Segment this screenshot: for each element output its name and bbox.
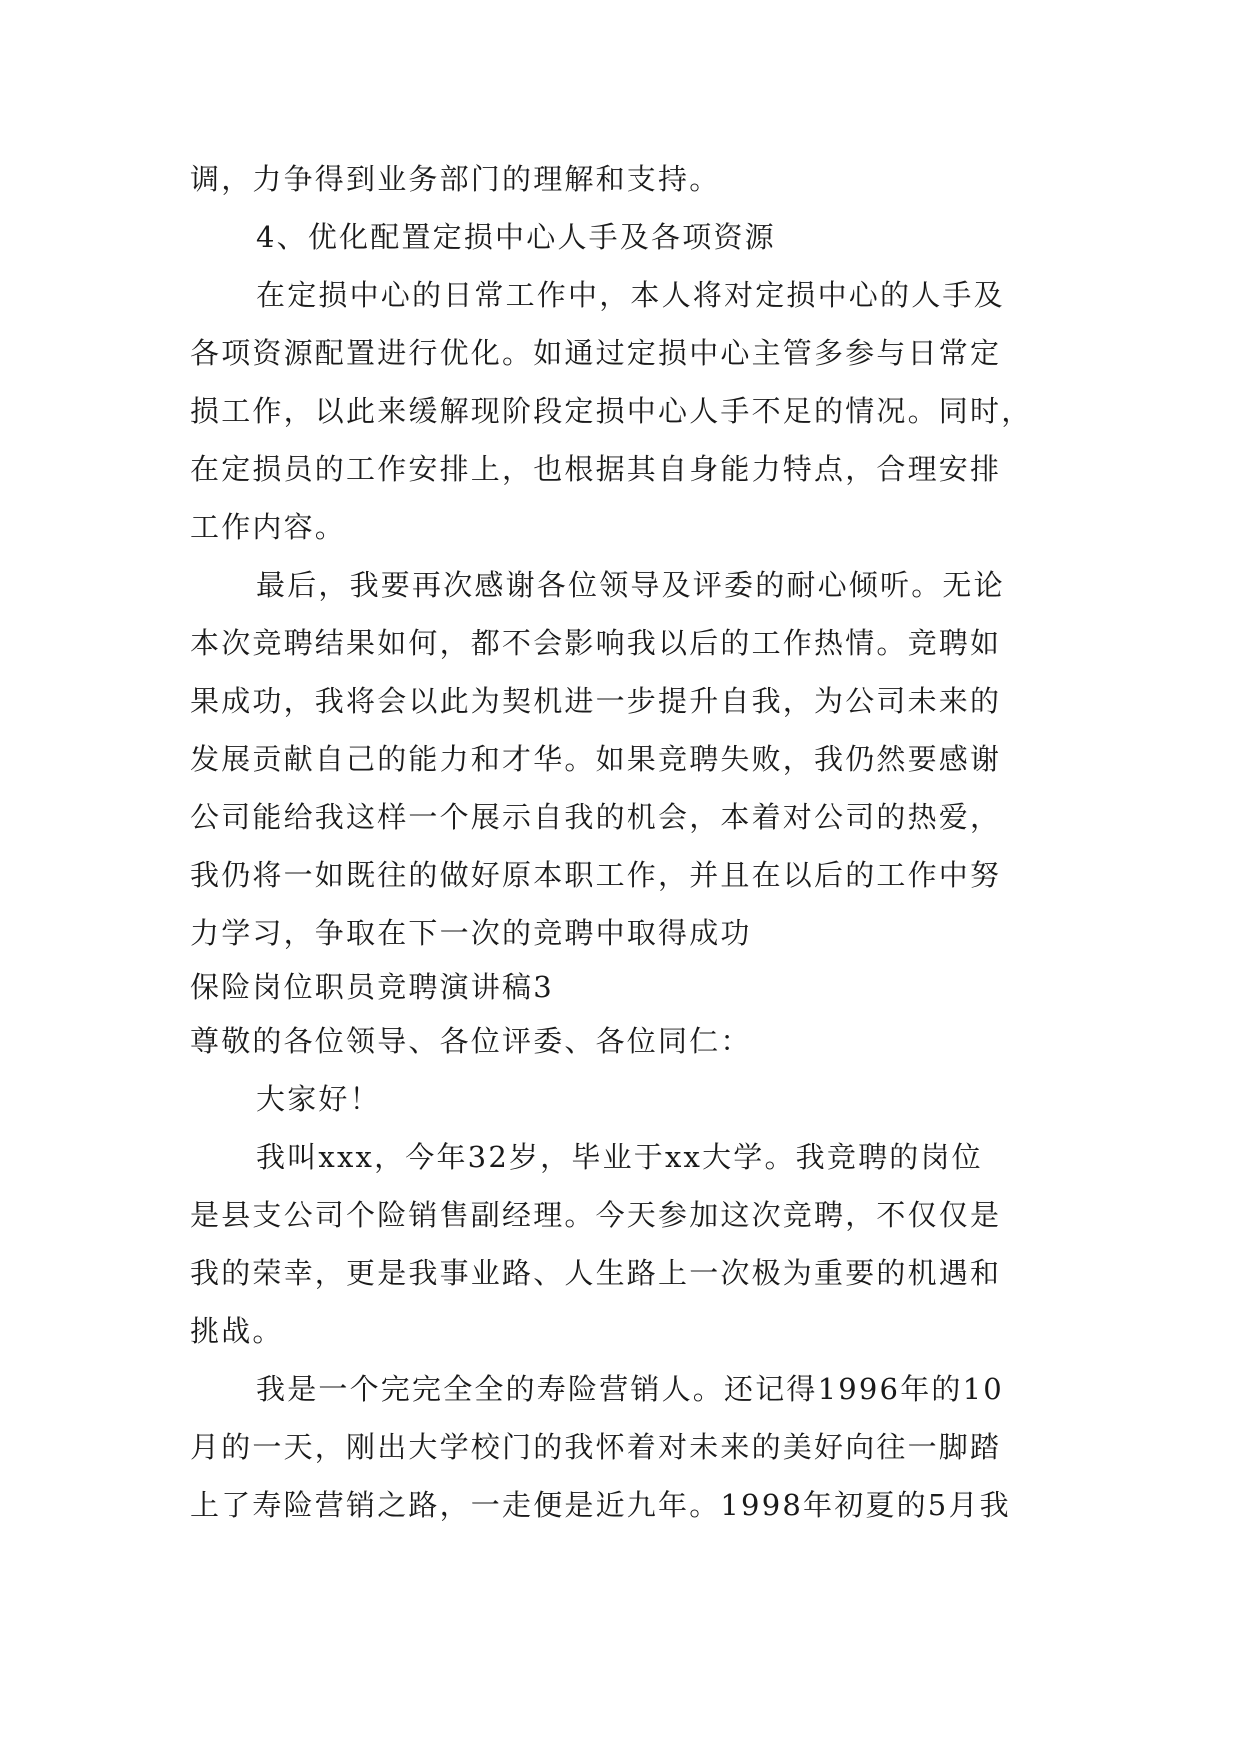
section-heading: 4、优化配置定损中心人手及各项资源: [256, 220, 776, 254]
paragraph-line: 公司能给我这样一个展示自我的机会，本着对公司的热爱，: [190, 800, 1002, 834]
paragraph-line: 损工作，以此来缓解现阶段定损中心人手不足的情况。同时，: [190, 394, 1033, 428]
paragraph-line: 我的荣幸，更是我事业路、人生路上一次极为重要的机遇和: [190, 1256, 1002, 1290]
paragraph-line: 月的一天，刚出大学校门的我怀着对未来的美好向往一脚踏: [190, 1430, 1002, 1464]
paragraph-line: 本次竞聘结果如何，都不会影响我以后的工作热情。竞聘如: [190, 626, 1002, 660]
salutation: 尊敬的各位领导、各位评委、各位同仁：: [190, 1024, 752, 1058]
document-body: [190, 150, 1050, 1534]
paragraph-line: 上了寿险营销之路，一走便是近九年。1998年初夏的5月我: [190, 1488, 1011, 1522]
paragraph-line: 我叫xxx，今年32岁，毕业于xx大学。我竞聘的岗位: [256, 1140, 983, 1174]
paragraph-line: 我是一个完完全全的寿险营销人。还记得1996年的10: [256, 1372, 1004, 1406]
paragraph-line: 力学习，争取在下一次的竞聘中取得成功: [190, 916, 752, 950]
paragraph-line: 是县支公司个险销售副经理。今天参加这次竞聘，不仅仅是: [190, 1198, 1002, 1232]
paragraph-line: 各项资源配置进行优化。如通过定损中心主管多参与日常定: [190, 336, 1002, 370]
greeting: 大家好！: [256, 1082, 381, 1116]
paragraph-line: 在定损中心的日常工作中，本人将对定损中心的人手及: [256, 278, 1005, 312]
document-title: 保险岗位职员竞聘演讲稿3: [190, 970, 554, 1004]
paragraph-line: 发展贡献自己的能力和才华。如果竞聘失败，我仍然要感谢: [190, 742, 1002, 776]
text-line: 调，力争得到业务部门的理解和支持。: [190, 162, 721, 196]
paragraph-line: 挑战。: [190, 1314, 284, 1348]
paragraph-line: 在定损员的工作安排上，也根据其自身能力特点，合理安排: [190, 452, 1002, 486]
paragraph-line: 最后，我要再次感谢各位领导及评委的耐心倾听。无论: [256, 568, 1005, 602]
paragraph-line: 工作内容。: [190, 510, 347, 544]
paragraph-line: 我仍将一如既往的做好原本职工作，并且在以后的工作中努: [190, 858, 1002, 892]
paragraph-line: 果成功，我将会以此为契机进一步提升自我，为公司未来的: [190, 684, 1002, 718]
